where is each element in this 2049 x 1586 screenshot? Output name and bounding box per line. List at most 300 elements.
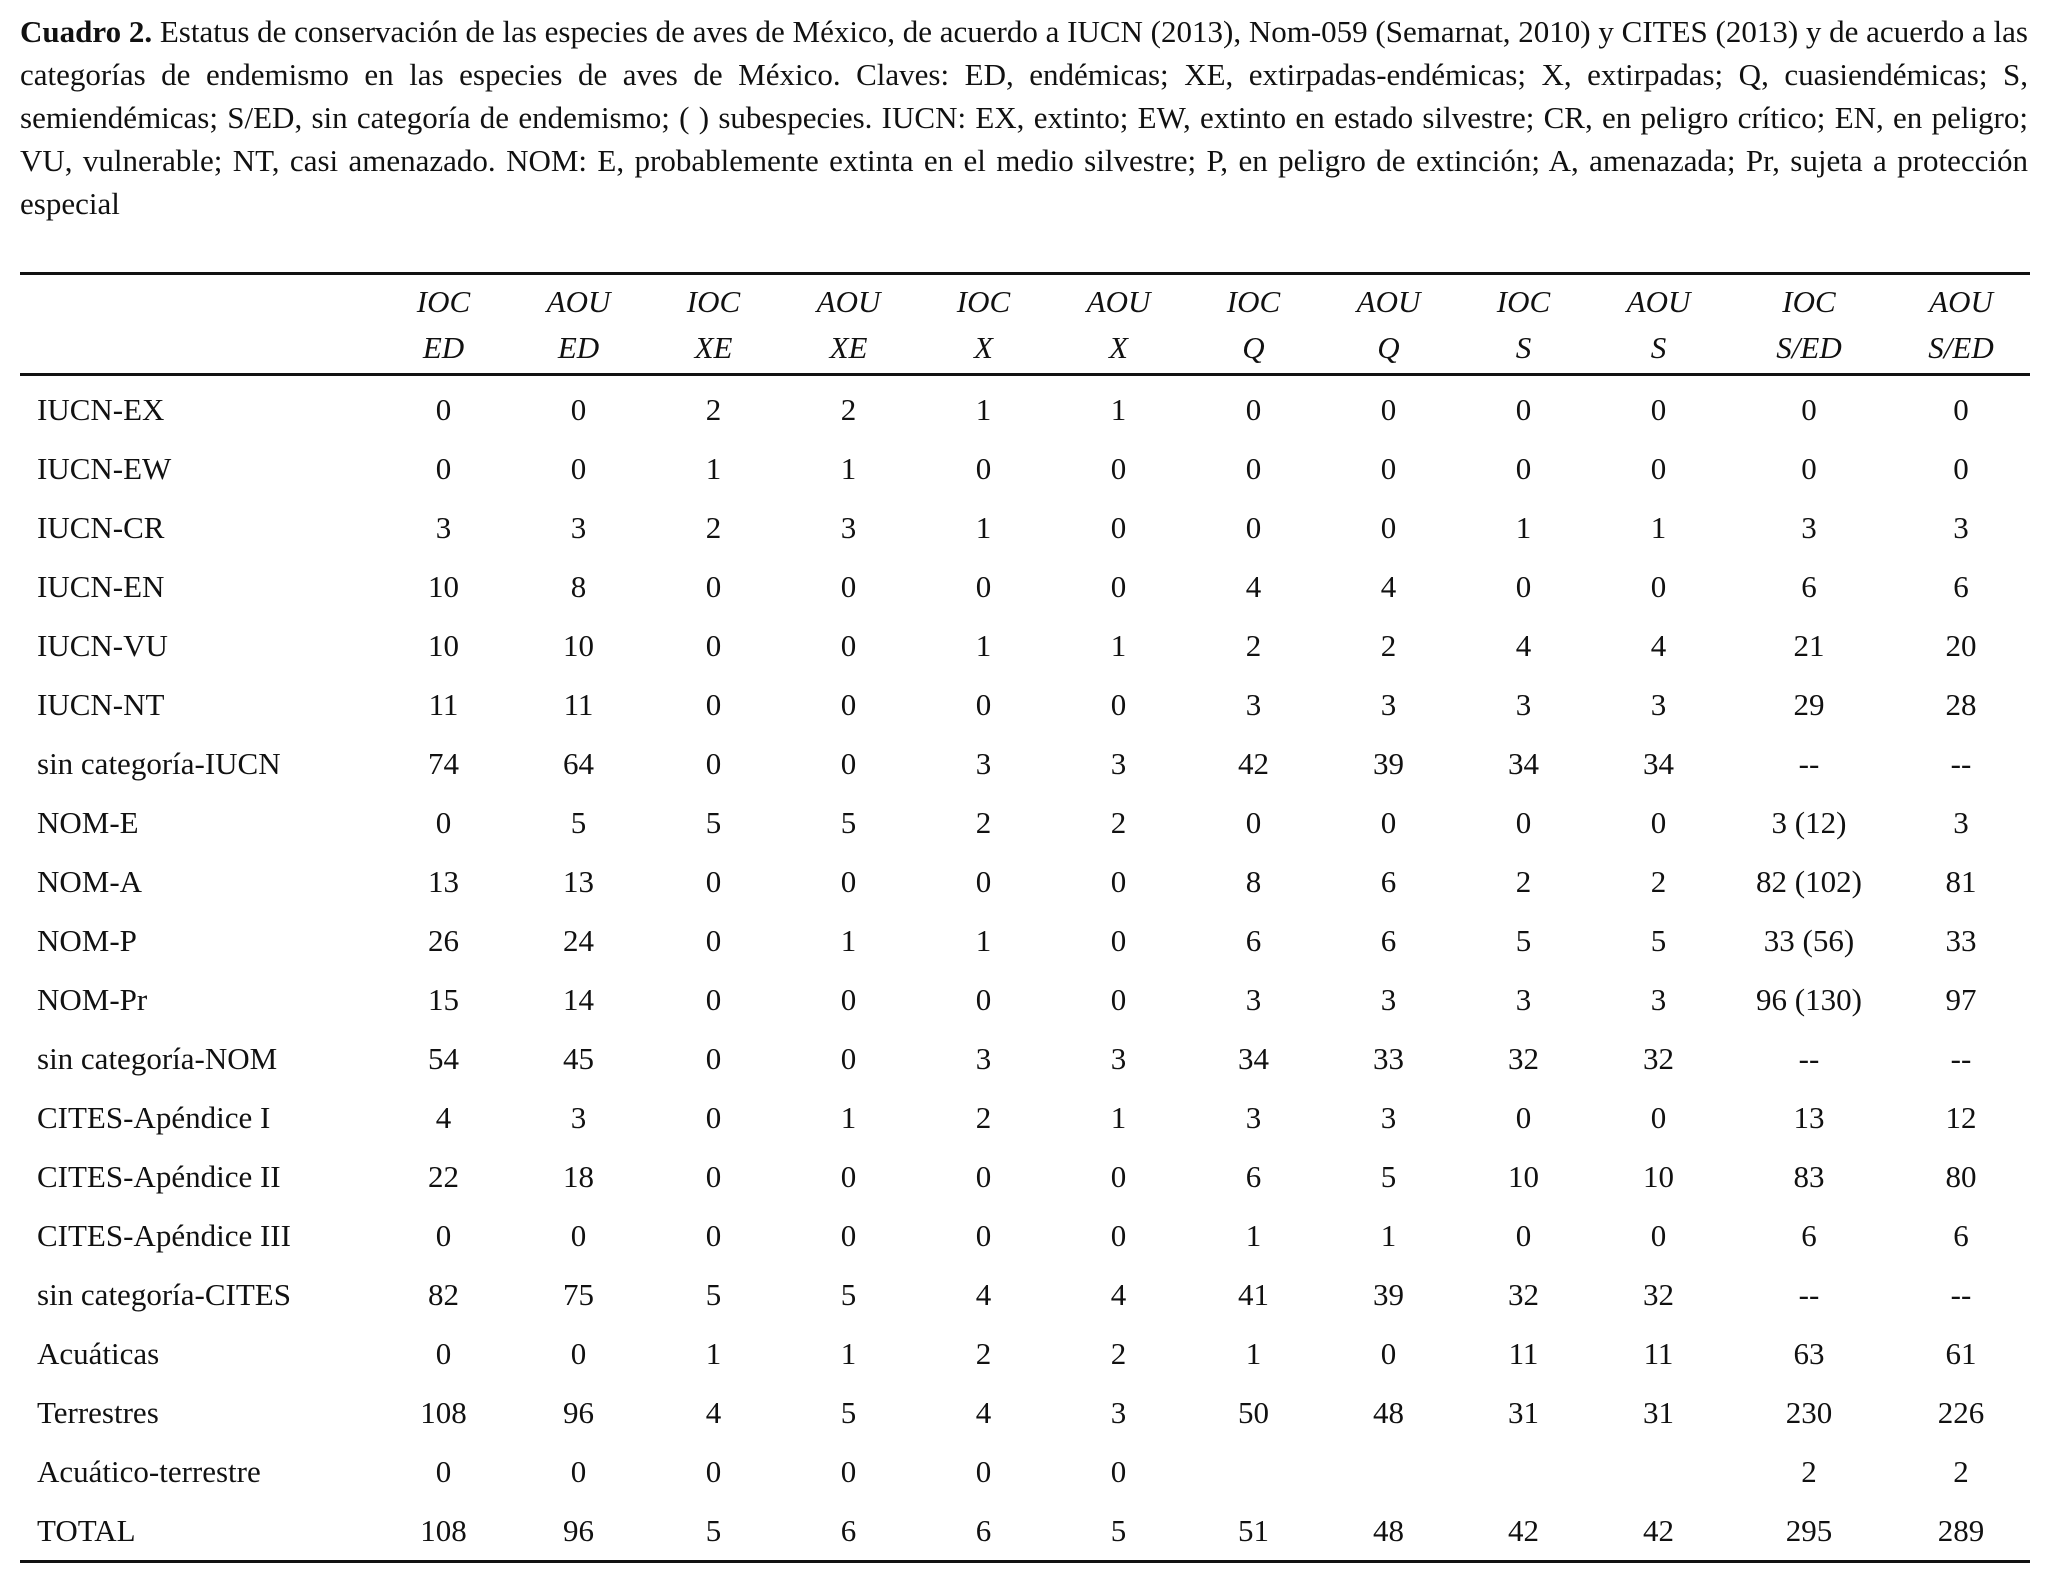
- table-cell: --: [1950, 1040, 1972, 1076]
- row-label: IUCN-EX: [37, 391, 165, 427]
- table-cell: 6: [1953, 568, 1969, 604]
- table-cell: 11: [428, 686, 459, 722]
- table-cell: 5: [1110, 1512, 1127, 1548]
- table-cell: 1: [1110, 391, 1127, 427]
- table-cell: 1: [1380, 1217, 1397, 1253]
- table-cell: 226: [1937, 1394, 1985, 1430]
- row-label: CITES-Apéndice III: [37, 1217, 291, 1253]
- table-cell: 13: [428, 863, 459, 899]
- table-cell: 108: [420, 1512, 467, 1548]
- table-cell: 1: [705, 1335, 722, 1371]
- table-cell: --: [1798, 1040, 1820, 1076]
- table-cell: 0: [1245, 450, 1262, 486]
- table-row: [20, 1029, 2030, 1088]
- table-cell: 82 (102): [1756, 863, 1862, 899]
- table-cell: 97: [1945, 981, 1977, 1017]
- table-cell: --: [1950, 745, 1972, 781]
- table-cell: 14: [563, 981, 594, 1017]
- column-source: AOU: [1929, 284, 1993, 319]
- table-cell: 1: [975, 627, 992, 663]
- table-cell: 2: [975, 804, 992, 840]
- table-cell: 0: [1110, 450, 1127, 486]
- table-cell: 5: [1515, 922, 1532, 958]
- table-cell: 0: [1380, 450, 1397, 486]
- table-cell: 29: [1793, 686, 1825, 722]
- table-cell: 3: [1380, 1099, 1397, 1135]
- table-cell: 5: [1380, 1158, 1397, 1194]
- table-cell: 10: [428, 627, 459, 663]
- table-row: [20, 1324, 2030, 1383]
- row-label: CITES-Apéndice II: [37, 1158, 281, 1194]
- conservation-status-table: [20, 272, 2030, 1563]
- table-cell: 3: [1110, 1394, 1127, 1430]
- row-label: sin categoría-IUCN: [37, 745, 281, 781]
- column-source: AOU: [1356, 284, 1421, 319]
- table-cell: 0: [435, 1217, 452, 1253]
- column-category: S: [1650, 330, 1667, 365]
- table-cell: 2: [975, 1099, 992, 1135]
- table-cell: 5: [840, 804, 857, 840]
- table-cell: 75: [563, 1276, 594, 1312]
- column-source: IOC: [416, 284, 471, 319]
- table-cell: 1: [840, 1335, 857, 1371]
- table-row: [20, 675, 2030, 734]
- column-header: [916, 274, 1051, 375]
- table-cell: [1456, 1442, 1591, 1501]
- table-cell: 0: [840, 686, 857, 722]
- table-cell: 0: [1650, 804, 1667, 840]
- table-row: [20, 1442, 2030, 1501]
- table-cell: 5: [1650, 922, 1667, 958]
- table-cell: 32: [1643, 1040, 1674, 1076]
- table-cell: 4: [1380, 568, 1397, 604]
- table-row: [20, 1501, 2030, 1562]
- table-cell: 3: [1515, 981, 1532, 1017]
- table-cell: 0: [975, 1453, 992, 1489]
- column-source: AOU: [546, 284, 611, 319]
- table-row: [20, 616, 2030, 675]
- table-cell: 0: [705, 627, 722, 663]
- table-cell: 0: [1110, 1217, 1127, 1253]
- column-category: XE: [694, 330, 733, 365]
- table-cell: 3 (12): [1771, 804, 1847, 840]
- table-cell: 0: [1245, 804, 1262, 840]
- row-label: TOTAL: [37, 1512, 136, 1548]
- table-row: [20, 375, 2030, 440]
- table-cell: 0: [840, 1040, 857, 1076]
- table-cell: 0: [570, 1453, 587, 1489]
- table-cell: 1: [1515, 509, 1532, 545]
- row-label: sin categoría-CITES: [37, 1276, 291, 1312]
- table-cell: 4: [705, 1394, 722, 1430]
- table-cell: 34: [1643, 745, 1674, 781]
- table-cell: 6: [1953, 1217, 1969, 1253]
- table-cell: 1: [975, 509, 992, 545]
- table-cell: 15: [428, 981, 459, 1017]
- table-cell: 48: [1373, 1394, 1404, 1430]
- table-cell: 32: [1643, 1276, 1674, 1312]
- table-cell: 0: [840, 981, 857, 1017]
- table-cell: 0: [1953, 391, 1969, 427]
- row-label: Acuáticas: [37, 1335, 160, 1371]
- table-cell: 0: [705, 981, 722, 1017]
- table-cell: 10: [428, 568, 459, 604]
- table-cell: 2: [1110, 804, 1127, 840]
- row-label: NOM-Pr: [37, 981, 148, 1017]
- table-cell: 2: [975, 1335, 992, 1371]
- table-cell: 0: [1515, 391, 1532, 427]
- table-cell: 5: [840, 1394, 857, 1430]
- table-cell: 0: [1110, 509, 1127, 545]
- table-cell: 1: [1110, 1099, 1127, 1135]
- table-cell: 0: [1110, 1453, 1127, 1489]
- row-label: Acuático-terrestre: [37, 1453, 261, 1489]
- table-cell: 0: [705, 686, 722, 722]
- row-label: Terrestres: [37, 1394, 159, 1430]
- table-cell: 34: [1508, 745, 1539, 781]
- table-cell: 2: [1515, 863, 1532, 899]
- table-cell: 2: [1245, 627, 1262, 663]
- table-cell: 0: [705, 568, 722, 604]
- table-cell: 11: [1643, 1335, 1674, 1371]
- table-cell: 6: [840, 1512, 857, 1548]
- table-cell: 39: [1373, 745, 1404, 781]
- table-cell: 5: [705, 804, 722, 840]
- table-cell: 1: [1110, 627, 1127, 663]
- table-cell: 3: [1110, 745, 1127, 781]
- table-cell: 3: [975, 1040, 992, 1076]
- table-cell: 3: [1245, 1099, 1262, 1135]
- table-cell: 0: [705, 1158, 722, 1194]
- table-row: [20, 793, 2030, 852]
- column-header: [646, 274, 781, 375]
- row-label: CITES-Apéndice I: [37, 1099, 271, 1135]
- table-cell: 4: [1515, 627, 1532, 663]
- column-source: AOU: [1086, 284, 1151, 319]
- table-cell: 11: [1508, 1335, 1539, 1371]
- column-source: AOU: [816, 284, 881, 319]
- table-cell: [1591, 1442, 1726, 1501]
- table-cell: 0: [435, 391, 452, 427]
- table-cell: 0: [975, 863, 992, 899]
- table-cell: 31: [1508, 1394, 1539, 1430]
- table-cell: 0: [840, 745, 857, 781]
- table-cell: 3: [1110, 1040, 1127, 1076]
- table-cell: 3: [1380, 981, 1397, 1017]
- table-cell: 6: [1245, 922, 1262, 958]
- table-cell: 0: [1801, 450, 1817, 486]
- table-cell: 0: [1953, 450, 1969, 486]
- row-label: NOM-P: [37, 922, 137, 958]
- table-cell: 6: [1245, 1158, 1262, 1194]
- table-cell: 1: [705, 450, 722, 486]
- table-cell: 0: [840, 568, 857, 604]
- column-header: [376, 274, 511, 375]
- table-cell: --: [1798, 745, 1820, 781]
- table-cell: 42: [1508, 1512, 1539, 1548]
- table-cell: 50: [1238, 1394, 1269, 1430]
- table-cell: 80: [1945, 1158, 1977, 1194]
- column-header: [1186, 274, 1321, 375]
- table-cell: 45: [563, 1040, 594, 1076]
- table-cell: 26: [428, 922, 459, 958]
- table-cell: 1: [975, 922, 992, 958]
- row-label: IUCN-CR: [37, 509, 165, 545]
- table-cell: 0: [435, 1453, 452, 1489]
- table-cell: 0: [840, 863, 857, 899]
- table-cell: 0: [840, 627, 857, 663]
- table-cell: 32: [1508, 1040, 1539, 1076]
- table-cell: 0: [1245, 509, 1262, 545]
- table-cell: 0: [705, 863, 722, 899]
- table-cell: 10: [1643, 1158, 1674, 1194]
- table-cell: 22: [428, 1158, 459, 1194]
- column-category: S: [1515, 330, 1532, 365]
- table-cell: 4: [975, 1276, 992, 1312]
- table-row: [20, 557, 2030, 616]
- table-cell: 0: [840, 1453, 857, 1489]
- table-cell: 0: [705, 1099, 722, 1135]
- table-cell: 0: [975, 1158, 992, 1194]
- table-cell: 1: [840, 922, 857, 958]
- table-cell: 0: [1650, 450, 1667, 486]
- table-row: [20, 970, 2030, 1029]
- table-cell: 5: [840, 1276, 857, 1312]
- table-cell: 0: [705, 1453, 722, 1489]
- table-cell: 3: [570, 509, 587, 545]
- table-cell: 96: [563, 1512, 594, 1548]
- table-cell: --: [1950, 1276, 1972, 1312]
- table-cell: 64: [563, 745, 594, 781]
- column-header: [1456, 274, 1591, 375]
- table-row: [20, 1265, 2030, 1324]
- table-cell: 0: [435, 1335, 452, 1371]
- table-row: [20, 1147, 2030, 1206]
- column-header: [1051, 274, 1186, 375]
- table-cell: 33: [1373, 1040, 1404, 1076]
- table-cell: 0: [1380, 509, 1397, 545]
- table-cell: 0: [1515, 450, 1532, 486]
- table-row: [20, 911, 2030, 970]
- table-cell: 0: [1110, 568, 1127, 604]
- column-header: [511, 274, 646, 375]
- table-cell: 0: [1110, 686, 1127, 722]
- column-category: S/ED: [1776, 330, 1842, 365]
- table-cell: 1: [975, 391, 992, 427]
- table-cell: --: [1798, 1276, 1820, 1312]
- table-cell: 0: [1515, 568, 1532, 604]
- table-cell: 0: [975, 686, 992, 722]
- table-cell: 0: [840, 1158, 857, 1194]
- table-cell: 0: [1650, 568, 1667, 604]
- row-label: NOM-E: [37, 804, 139, 840]
- table-cell: 31: [1643, 1394, 1674, 1430]
- table-cell: 108: [420, 1394, 467, 1430]
- table-cell: 96: [563, 1394, 594, 1430]
- table-cell: 34: [1238, 1040, 1269, 1076]
- table-cell: 1: [1245, 1335, 1262, 1371]
- table-cell: 33: [1945, 922, 1977, 958]
- column-header: [781, 274, 916, 375]
- table-row: [20, 439, 2030, 498]
- table-cell: 4: [1110, 1276, 1127, 1312]
- column-category: S/ED: [1928, 330, 1994, 365]
- column-source: IOC: [1496, 284, 1551, 319]
- table-cell: 20: [1945, 627, 1977, 663]
- table-cell: 54: [428, 1040, 459, 1076]
- table-cell: 63: [1793, 1335, 1825, 1371]
- column-source: IOC: [1226, 284, 1281, 319]
- table-cell: 3: [570, 1099, 587, 1135]
- table-cell: 3: [1245, 686, 1262, 722]
- table-cell: 32: [1508, 1276, 1539, 1312]
- table-cell: 18: [563, 1158, 594, 1194]
- table-cell: 0: [435, 450, 452, 486]
- table-cell: 0: [435, 804, 452, 840]
- table-cell: 0: [570, 391, 587, 427]
- table-header: [20, 274, 2030, 375]
- table-cell: 3: [1801, 509, 1817, 545]
- table-cell: 0: [1650, 1099, 1667, 1135]
- column-header: [1892, 274, 2030, 375]
- table-cell: 81: [1945, 863, 1977, 899]
- table-cell: 0: [840, 1217, 857, 1253]
- table-cell: 12: [1945, 1099, 1977, 1135]
- table-cell: 295: [1785, 1512, 1833, 1548]
- column-category: ED: [422, 330, 465, 365]
- table-row: [20, 734, 2030, 793]
- row-label: IUCN-EW: [37, 450, 172, 486]
- column-category: ED: [557, 330, 600, 365]
- table-cell: 289: [1937, 1512, 1985, 1548]
- table-cell: 0: [1515, 804, 1532, 840]
- table-cell: 6: [1801, 1217, 1817, 1253]
- table-cell: 42: [1643, 1512, 1674, 1548]
- column-category: XE: [829, 330, 868, 365]
- table-cell: 3: [975, 745, 992, 781]
- table-cell: 0: [1801, 391, 1817, 427]
- table-cell: 13: [563, 863, 594, 899]
- caption-label: Cuadro 2.: [20, 14, 153, 49]
- column-header: [1591, 274, 1726, 375]
- table-cell: 3: [1380, 686, 1397, 722]
- row-label: IUCN-NT: [37, 686, 165, 722]
- table-cell: 0: [1110, 863, 1127, 899]
- table-row: [20, 1088, 2030, 1147]
- table-cell: 0: [705, 922, 722, 958]
- table-cell: 5: [705, 1512, 722, 1548]
- table-body: [20, 375, 2030, 1562]
- table-cell: 28: [1945, 686, 1977, 722]
- column-category: X: [1109, 330, 1128, 365]
- table-cell: 3: [1953, 509, 1969, 545]
- table-cell: 10: [1508, 1158, 1539, 1194]
- table-caption: [20, 10, 2028, 225]
- table-cell: 39: [1373, 1276, 1404, 1312]
- column-category: X: [974, 330, 993, 365]
- table-cell: 0: [705, 1040, 722, 1076]
- table-cell: 1: [1650, 509, 1667, 545]
- column-header: [1726, 274, 1892, 375]
- table-cell: 1: [1245, 1217, 1262, 1253]
- table-cell: 8: [570, 568, 587, 604]
- row-label: sin categoría-NOM: [37, 1040, 278, 1076]
- table-cell: 42: [1238, 745, 1269, 781]
- table-cell: 0: [1110, 981, 1127, 1017]
- table-cell: 33 (56): [1763, 922, 1855, 958]
- table-cell: 2: [1801, 1453, 1817, 1489]
- table-cell: 2: [1110, 1335, 1127, 1371]
- table-cell: 3: [1650, 686, 1667, 722]
- table-cell: 83: [1793, 1158, 1825, 1194]
- column-source: IOC: [1782, 284, 1836, 319]
- table-cell: 4: [435, 1099, 452, 1135]
- table-cell: 2: [1650, 863, 1667, 899]
- table-cell: 0: [1515, 1099, 1532, 1135]
- table-cell: 21: [1793, 627, 1825, 663]
- table-cell: 5: [570, 804, 587, 840]
- table-cell: 0: [1380, 804, 1397, 840]
- table-cell: 0: [705, 1217, 722, 1253]
- column-source: AOU: [1626, 284, 1691, 319]
- table-row: [20, 498, 2030, 557]
- table-cell: 11: [563, 686, 594, 722]
- table-cell: 6: [1801, 568, 1817, 604]
- table-cell: 3: [1245, 981, 1262, 1017]
- table-cell: 0: [975, 568, 992, 604]
- table-cell: 0: [1380, 1335, 1397, 1371]
- table-row: [20, 852, 2030, 911]
- table-cell: 24: [563, 922, 594, 958]
- table-cell: 1: [840, 1099, 857, 1135]
- row-label: IUCN-VU: [37, 627, 168, 663]
- table-cell: 0: [975, 981, 992, 1017]
- table-cell: 6: [1380, 863, 1397, 899]
- table-cell: 0: [1380, 391, 1397, 427]
- table-cell: 2: [1380, 627, 1397, 663]
- table-cell: 6: [975, 1512, 992, 1548]
- table-cell: 0: [975, 450, 992, 486]
- table-cell: 96 (130): [1756, 981, 1862, 1017]
- table-cell: 3: [435, 509, 452, 545]
- table-cell: 0: [705, 745, 722, 781]
- table-row: [20, 1206, 2030, 1265]
- header-row: [20, 274, 2030, 375]
- caption-text: Estatus de conservación de las especies de aves de México, de acuerdo a IUCN (2013), Nom-059 (Semarnat, 2010) y CITES (2013) y de acuerdo a las categorías de endemismo en las especies de aves de México. Claves: ED, endémicas; XE, extirpadas-endémicas; X, extirpadas; Q, cuasiendémicas; S, semiendémicas; S/ED, sin categoría de endemismo; ( ) subespecies. IUCN: EX, extinto; EW, extinto en estado silvestre; CR, en peligro crítico; EN, en peligro; VU, vulnerable; NT, casi amenazado. NOM: E, probablemente extinta en el medio silvestre; P, en peligro de extinción; A, amenazada; Pr, sujeta a protección especial: [20, 14, 2028, 221]
- column-source: IOC: [956, 284, 1011, 319]
- table-cell: 0: [1110, 922, 1127, 958]
- table-cell: 61: [1945, 1335, 1977, 1371]
- table-cell: 2: [1953, 1453, 1969, 1489]
- table-cell: 4: [975, 1394, 992, 1430]
- table-cell: 41: [1238, 1276, 1269, 1312]
- column-source: IOC: [686, 284, 741, 319]
- table-cell: 2: [705, 391, 722, 427]
- table-cell: 0: [1110, 1158, 1127, 1194]
- table-cell: 3: [840, 509, 857, 545]
- row-label: IUCN-EN: [37, 568, 165, 604]
- row-label: NOM-A: [37, 863, 143, 899]
- table-cell: 2: [840, 391, 857, 427]
- table-cell: 82: [428, 1276, 459, 1312]
- table-cell: 8: [1245, 863, 1262, 899]
- column-category: Q: [1377, 330, 1400, 365]
- column-header: [1321, 274, 1456, 375]
- table-cell: 51: [1238, 1512, 1269, 1548]
- table-cell: 0: [1650, 391, 1667, 427]
- table-cell: 4: [1650, 627, 1667, 663]
- table-cell: 13: [1793, 1099, 1825, 1135]
